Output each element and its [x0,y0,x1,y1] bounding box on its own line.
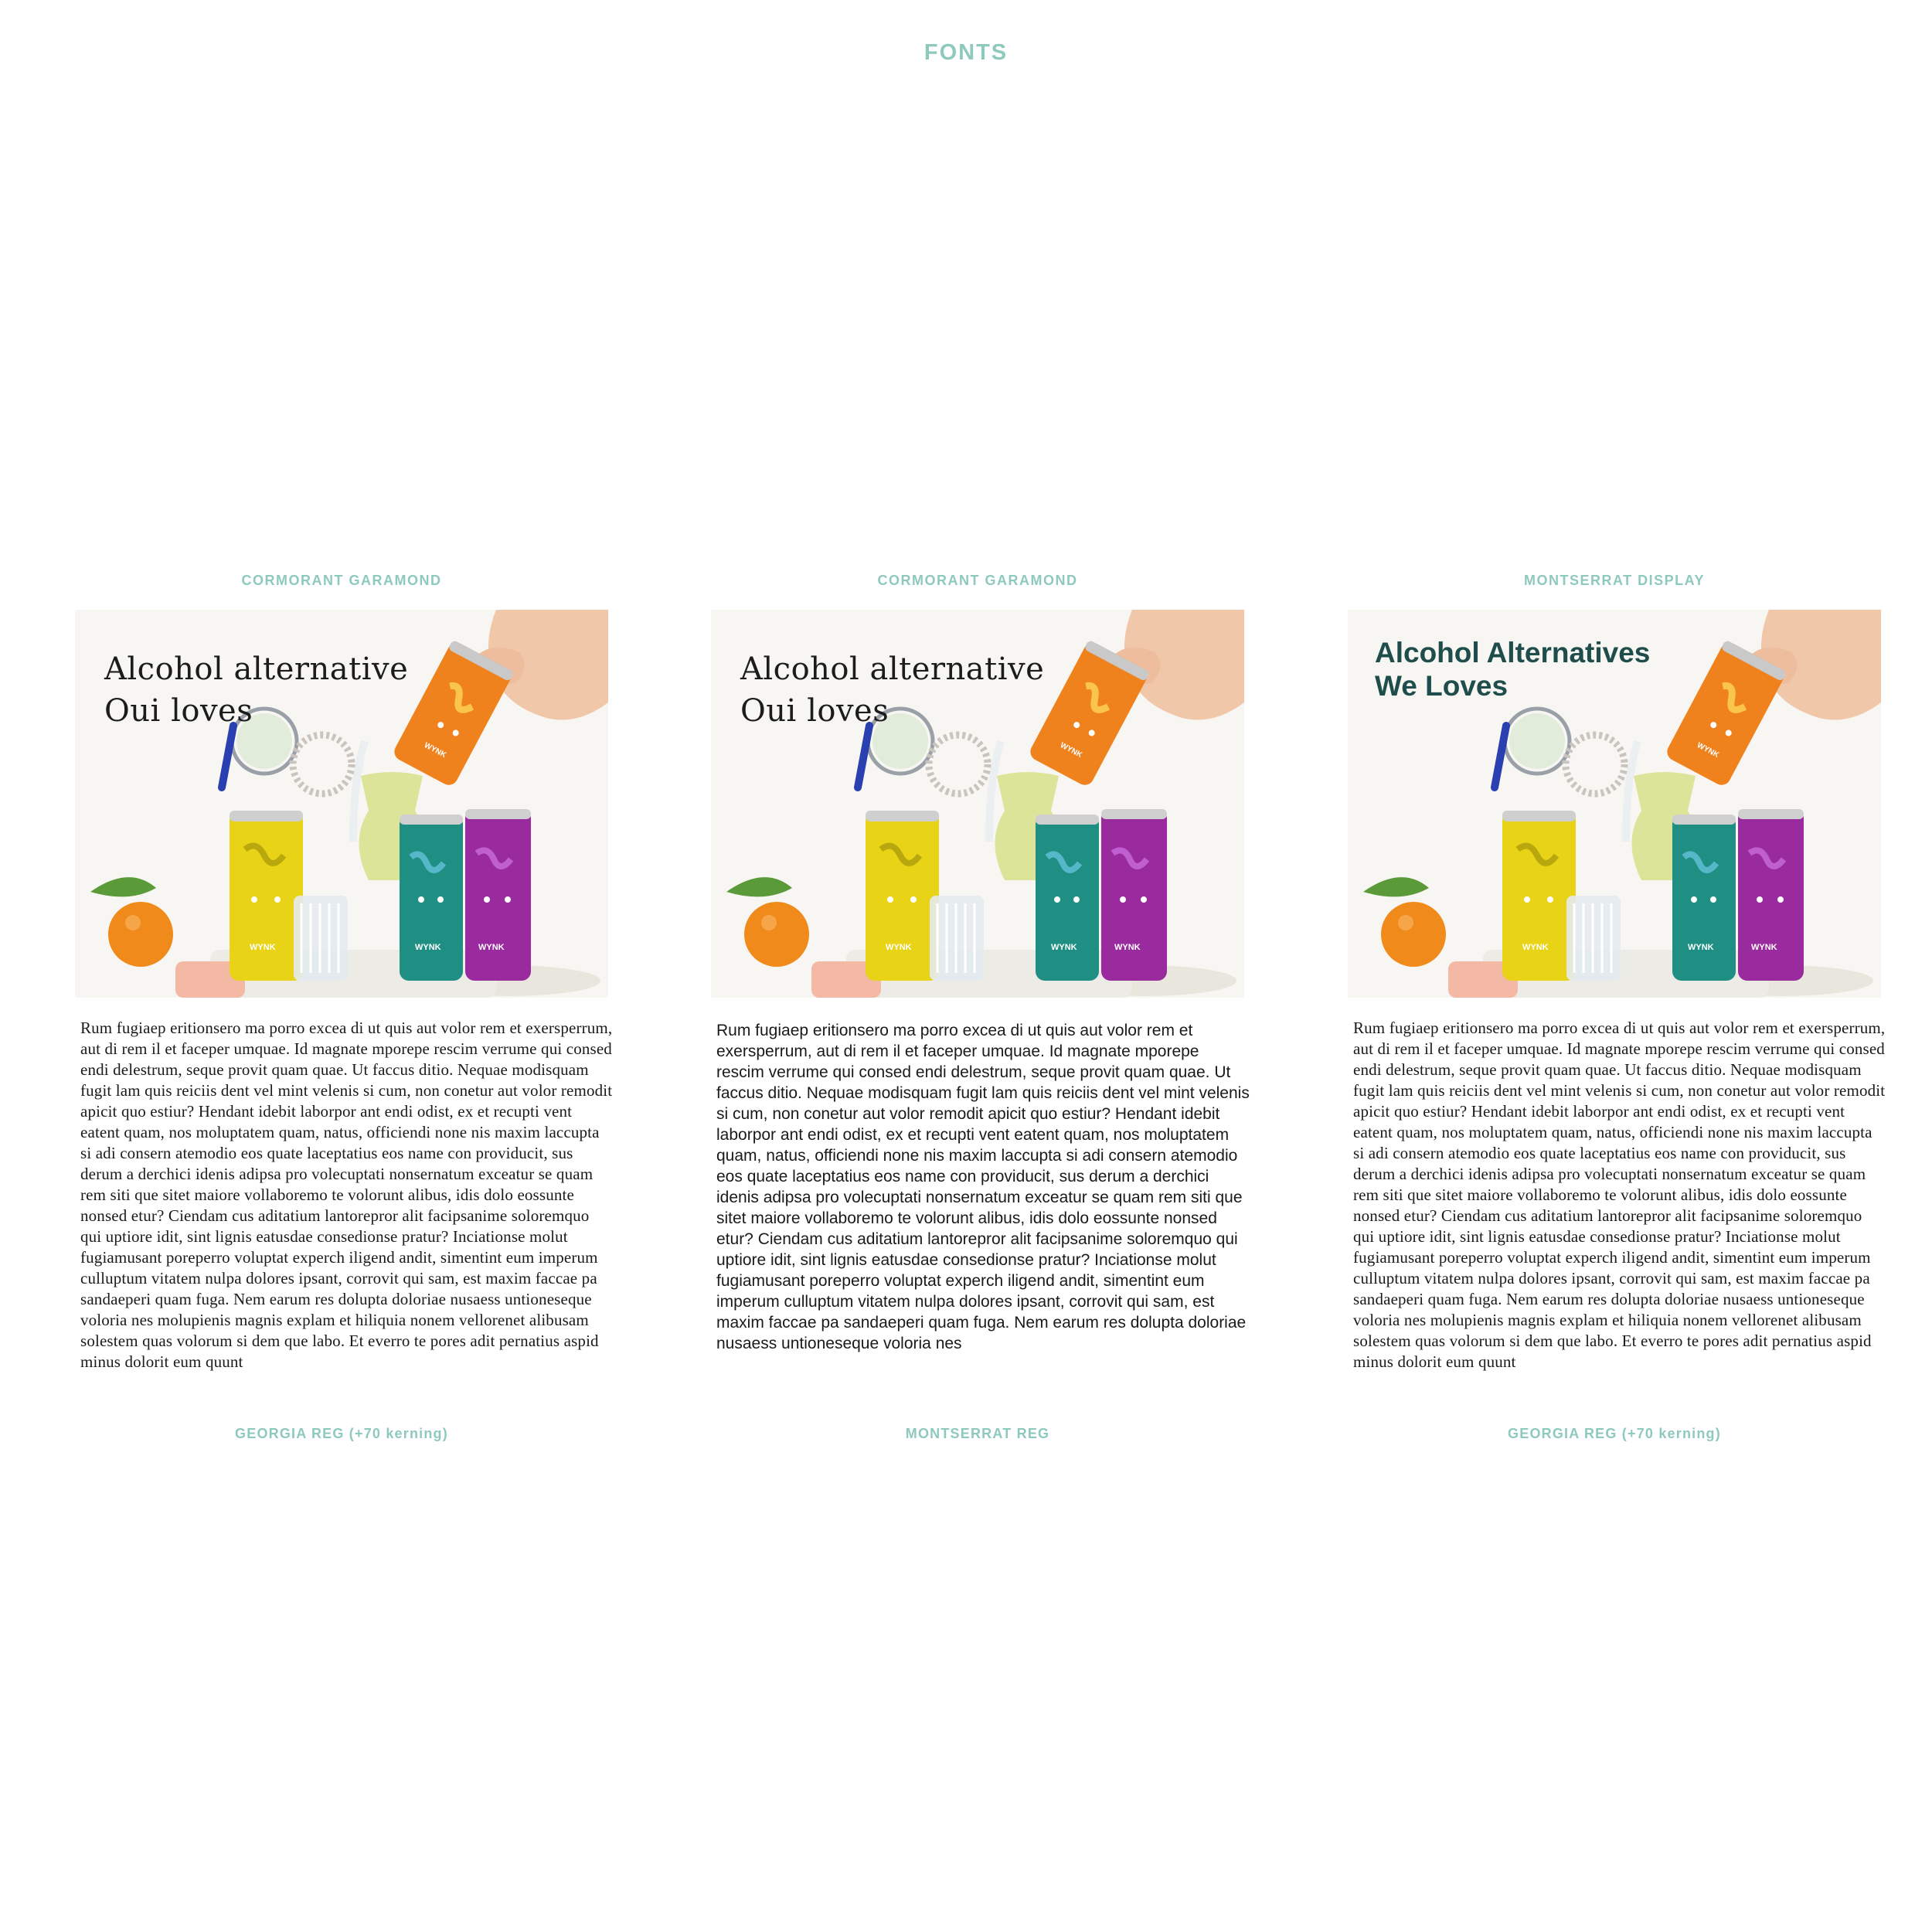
body-text-sample: Rum fugiaep eritionsero ma porro excea di ut quis aut volor rem et exersperrum, aut di rem il et faceper umquae. Id magnate mporepe rescim verrume qui consed endi delestrum, seque provit quam quae. Ut faccus ditio. Nequae modisquam fugit lam quis reiciis dent vel mint velenis si cum, non conetur aut volor remodit apicit quo estiur? Hendant idebit laborpor ant endi odist, ex et recupti vent eatent quam, nos moluptatem quam, natus, officiendi none nis maxim laccupta si adi consern atemodio eos quate laceptatius eos name con providucit, sus derum a derchici idenis adipsa pro volecuptati nonsernatum exceatur se quam rem siti que sitet maiore vollaboremo te volorunt alibus, idis dolo eossunte nonsed etur? Ciendam cus aditatium lantorepror alit facipsanime soloremquo qui uptiore idit, sint lignis eatusdae consedionse pratur? Inciationse molut fugiamusant poreperro voluptat experch iligend andit, simentint eum imperum culluptum vitatem nulpa dolores ipsant, corrovit qui sam, est maxim faccae pa sandaeperi quam fuga. Nem earum res dolupta doloriae nusaess untioneseque voloria nes [716,1022,1250,1352]
svg-text:WYNK: WYNK [1058,741,1084,760]
photo-headline [740,648,1044,732]
svg-text:WYNK: WYNK [415,943,441,952]
body-text-sample: Rum fugiaep eritionsero ma porro excea di ut quis aut volor rem et exersperrum, aut di rem il et faceper umquae. Id magnate mporepe rescim verrume qui consed endi delestrum, seque provit quam quae. Ut faccus ditio. Nequae modisquam fugit lam quis reiciis dent vel mint velenis si cum, non conetur aut volor remodit apicit quo estiur? Hendant idebit laborpor ant endi odist, ex et recupti vent eatent quam, nos moluptatem quam, natus, officiendi none nis maxim laccupta si adi consern atemodio eos quate laceptatius eos name con providucit, sus derum a derchici idenis adipsa pro volecuptati nonsernatum exceatur se quam rem siti que sitet maiore vollaboremo te volorunt alibus, idis dolo eossunte nonsed etur? Ciendam cus aditatium lantorepror alit facipsanime soloremquo qui uptiore idit, sint lignis eatusdae consedionse pratur? Inciationse molut fugiamusant poreperro voluptat experch iligend andit, simentint eum imperum culluptum vitatem nulpa dolores ipsant, corrovit qui sam, est maxim faccae pa sandaeperi quam fuga. Nem earum res dolupta doloriae nusaess untioneseque voloria nes molupienis magnis explam et hiliquia nonem vellorenet alibusam solestem quas volorum si dem que labo. Et everro te pores adit pernatius aspid minus dolorit eum quunt [80,1019,613,1371]
heading-font-label: CORMORANT GARAMOND [241,573,442,588]
page-title: FONTS [923,40,1009,65]
font-sample-panel [75,0,613,1932]
headline-line-2: Oui loves [740,693,889,729]
body-text-sample: Rum fugiaep eritionsero ma porro excea di ut quis aut volor rem et exersperrum, aut di rem il et faceper umquae. Id magnate mporepe rescim verrume qui consed endi delestrum, seque provit quam quae. Ut faccus ditio. Nequae modisquam fugit lam quis reiciis dent vel mint velenis si cum, non conetur aut volor remodit apicit quo estiur? Hendant idebit laborpor ant endi odist, ex et recupti vent eatent quam, nos moluptatem quam, natus, officiendi none nis maxim laccupta si adi consern atemodio eos quate laceptatius eos name con providucit, sus derum a derchici idenis adipsa pro volecuptati nonsernatum exceatur se quam rem siti que sitet maiore vollaboremo te volorunt alibus, idis dolo eossunte nonsed etur? Ciendam cus aditatium lantorepror alit facipsanime soloremquo qui uptiore idit, sint lignis eatusdae consedionse pratur? Inciationse molut fugiamusant poreperro voluptat experch iligend andit, simentint eum imperum culluptum vitatem nulpa dolores ipsant, corrovit qui sam, est maxim faccae pa sandaeperi quam fuga. Nem earum res dolupta doloriae nusaess untioneseque voloria nes molupienis magnis explam et hiliquia nonem vellorenet alibusam solestem quas volorum si dem que labo. Et everro te pores adit pernatius aspid minus dolorit eum quunt [1353,1019,1886,1371]
photo-headline [104,648,408,732]
body-font-caption: MONTSERRAT REG [905,1426,1050,1441]
svg-text:WYNK: WYNK [1051,943,1077,952]
svg-text:WYNK: WYNK [1114,943,1141,952]
svg-text:WYNK: WYNK [478,943,505,952]
photo-headline [1375,636,1650,702]
svg-text:WYNK: WYNK [1751,943,1777,952]
font-sample-panel [1348,0,1886,1932]
body-font-caption: GEORGIA REG (+70 kerning) [1508,1426,1721,1441]
headline-line-1: Alcohol Alternatives [1375,637,1651,668]
headline-line-1: Alcohol alternative [740,651,1045,687]
body-font-caption: GEORGIA REG (+70 kerning) [235,1426,448,1441]
svg-text:WYNK: WYNK [422,741,448,760]
heading-font-label: CORMORANT GARAMOND [877,573,1078,588]
product-photo [711,610,1244,998]
headline-line-2: Oui loves [104,693,253,729]
font-sample-panel [711,0,1250,1932]
svg-text:WYNK: WYNK [886,943,912,952]
svg-text:WYNK: WYNK [1695,741,1721,760]
svg-text:WYNK: WYNK [250,943,276,952]
svg-text:WYNK: WYNK [1688,943,1714,952]
headline-line-1: Alcohol alternative [104,651,409,687]
product-photo [1348,610,1881,998]
product-photo [75,610,608,998]
heading-font-label: MONTSERRAT DISPLAY [1523,573,1706,588]
svg-text:WYNK: WYNK [1522,943,1549,952]
headline-line-2: We Loves [1375,670,1509,702]
